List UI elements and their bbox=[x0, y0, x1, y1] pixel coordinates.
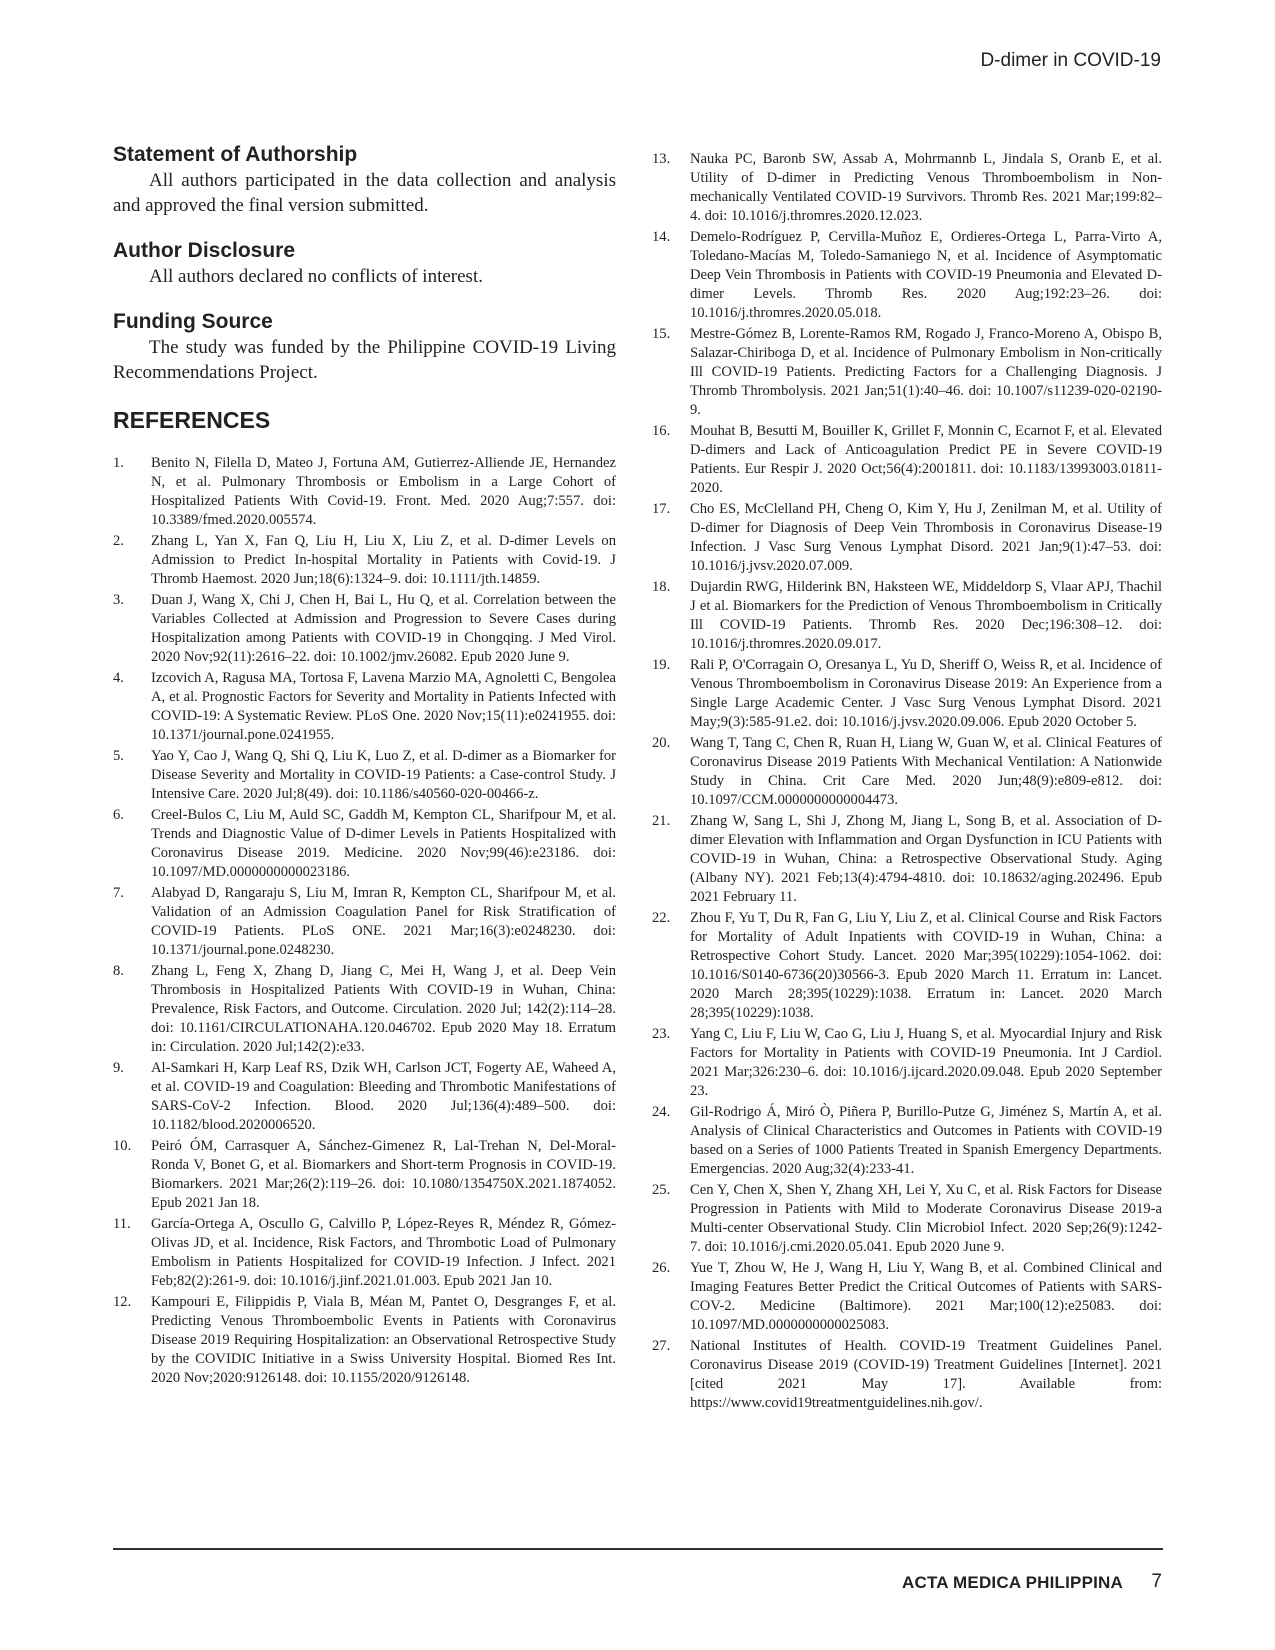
reference-text: Mouhat B, Besutti M, Bouiller K, Grillet F, Monnin C, Ecarnot F, et al. Elevated D-dimers and Lack of Anticoagulation Predict PE in Severe COVID-19 Patients. Eur Respir J. 2020 Oct;56(4):2001811. doi: 10.1183/13993003.01811-2020. bbox=[690, 423, 1162, 496]
reference-item bbox=[113, 669, 616, 745]
reference-number: 26. bbox=[652, 1260, 671, 1276]
reference-item bbox=[652, 656, 1162, 732]
reference-item bbox=[652, 909, 1162, 1023]
reference-item bbox=[652, 228, 1162, 323]
reference-list-left bbox=[113, 454, 616, 1388]
reference-text: Demelo-Rodríguez P, Cervilla-Muñoz E, Ordieres-Ortega L, Parra-Virto A, Toledano-Macías M, Toledo-Samaniego N, et al. Incidence of Asymptomatic Deep Vein Thrombosis in Patients with COVID-19 Pneumonia and Elevated D-dimer Levels. Thromb Res. 2020 Aug;192:23–26. doi: 10.1016/j.thromres.2020.05.018. bbox=[690, 229, 1162, 321]
right-column bbox=[652, 150, 1162, 1415]
reference-item bbox=[113, 962, 616, 1057]
reference-item bbox=[652, 500, 1162, 576]
reference-text: Zhou F, Yu T, Du R, Fan G, Liu Y, Liu Z, et al. Clinical Course and Risk Factors for Mortality of Adult Inpatients with COVID-19 in Wuhan, China: a Retrospective Cohort Study. Lancet. 2020 Mar;395(10229):1054-1062. doi: 10.1016/S0140-6736(20)30566-3. Epub 2020 March 11. Erratum in: Lancet. 2020 March 28;395(10229):1038. Erratum in: Lancet. 2020 March 28;395(10229):1038. bbox=[690, 910, 1162, 1021]
reference-text: Izcovich A, Ragusa MA, Tortosa F, Lavena Marzio MA, Agnoletti C, Bengolea A, et al. Prognostic Factors for Severity and Mortality in Patients Infected with COVID-19: A Systematic Review. PLoS One. 2020 Nov;15(11):e0241955. doi: 10.1371/journal.pone.0241955. bbox=[151, 670, 616, 743]
reference-number: 22. bbox=[652, 910, 671, 926]
reference-number: 16. bbox=[652, 423, 671, 439]
reference-number: 21. bbox=[652, 813, 671, 829]
references-heading: REFERENCES bbox=[113, 407, 271, 433]
page-number: 7 bbox=[1151, 1571, 1162, 1592]
reference-number: 9. bbox=[113, 1060, 124, 1076]
reference-text: Nauka PC, Baronb SW, Assab A, Mohrmannb L, Jindala S, Oranb E, et al. Utility of D-dimer in Predicting Venous Thromboembolism in Non-mechanically Ventilated COVID-19 Survivors. Thromb Res. 2021 Mar;199:82–4. doi: 10.1016/j.thromres.2020.12.023. bbox=[690, 151, 1162, 224]
reference-text: Kampouri E, Filippidis P, Viala B, Méan M, Pantet O, Desgranges F, et al. Predicting Venous Thromboembolic Events in Patients with Coronavirus Disease 2019 Requiring Hospitalization: an Observational Retrospective Study by the COVIDIC Initiative in a Swiss University Hospital. Biomed Res Int. 2020 Nov;2020:9126148. doi: 10.1155/2020/9126148. bbox=[151, 1294, 616, 1386]
reference-number: 12. bbox=[113, 1294, 132, 1310]
reference-item bbox=[113, 454, 616, 530]
reference-number: 6. bbox=[113, 807, 124, 823]
reference-number: 17. bbox=[652, 501, 671, 517]
reference-item bbox=[652, 1103, 1162, 1179]
section-body: All authors participated in the data collection and analysis and approved the final version submitted. bbox=[113, 170, 616, 216]
reference-item bbox=[113, 1059, 616, 1135]
running-title: D-dimer in COVID-19 bbox=[980, 50, 1161, 71]
reference-text: Alabyad D, Rangaraju S, Liu M, Imran R, Kempton CL, Sharifpour M, et al. Validation of an Admission Coagulation Panel for Risk Stratification of COVID-19 Patients. PLoS ONE. 2021 Mar;16(3):e0248230. doi: 10.1371/journal.pone.0248230. bbox=[151, 885, 616, 958]
reference-text: Benito N, Filella D, Mateo J, Fortuna AM, Gutierrez-Alliende JE, Hernandez N, et al. Pulmonary Thrombosis or Embolism in a Large Cohort of Hospitalized Patients With Covid-19. Front. Med. 2020 Aug;7:557. doi: 10.3389/fmed.2020.005574. bbox=[151, 455, 616, 528]
reference-item bbox=[113, 1293, 616, 1388]
reference-number: 20. bbox=[652, 735, 671, 751]
reference-text: Yang C, Liu F, Liu W, Cao G, Liu J, Huang S, et al. Myocardial Injury and Risk Factors for Mortality in Patients with COVID-19 Pneumonia. Int J Cardiol. 2021 Mar;326:230–6. doi: 10.1016/j.ijcard.2020.09.048. Epub 2020 September 23. bbox=[690, 1026, 1162, 1099]
reference-item bbox=[652, 325, 1162, 420]
reference-number: 23. bbox=[652, 1026, 671, 1042]
reference-text: Creel-Bulos C, Liu M, Auld SC, Gaddh M, Kempton CL, Sharifpour M, et al. Trends and Diagnostic Value of D-dimer Levels in Patients Hospitalized with Coronavirus Disease 2019. Medicine. 2020 Nov;99(46):e23186. doi: 10.1097/MD.0000000000023186. bbox=[151, 807, 616, 880]
reference-item bbox=[652, 150, 1162, 226]
reference-text: Yao Y, Cao J, Wang Q, Shi Q, Liu K, Luo Z, et al. D-dimer as a Biomarker for Disease Severity and Mortality in COVID-19 Patients: a Case-control Study. J Intensive Care. 2020 Jul;8(49). doi: 10.1186/s40560-020-00466-z. bbox=[151, 748, 616, 802]
section-body: The study was funded by the Philippine COVID-19 Living Recommendations Project. bbox=[113, 337, 616, 383]
reference-item bbox=[652, 1025, 1162, 1101]
footer-rule bbox=[113, 1548, 1163, 1550]
reference-text: Duan J, Wang X, Chi J, Chen H, Bai L, Hu Q, et al. Correlation between the Variables Collected at Admission and Progression to Severe Cases during Hospitalization among Patients with COVID-19 in Chongqing. J Med Virol. 2020 Nov;92(11):2616–22. doi: 10.1002/jmv.26082. Epub 2020 June 9. bbox=[151, 592, 616, 665]
reference-item bbox=[113, 884, 616, 960]
funding-source bbox=[113, 309, 616, 385]
reference-item bbox=[113, 806, 616, 882]
section-heading: Author Disclosure bbox=[113, 239, 296, 262]
reference-item bbox=[113, 532, 616, 589]
journal-name: ACTA MEDICA PHILIPPINA bbox=[902, 1573, 1123, 1592]
reference-number: 2. bbox=[113, 533, 124, 549]
left-column bbox=[113, 142, 616, 1390]
reference-text: Mestre-Gómez B, Lorente-Ramos RM, Rogado J, Franco-Moreno A, Obispo B, Salazar-Chiriboga D, et al. Incidence of Pulmonary Embolism in Non-critically Ill COVID-19 Patients. Predicting Factors for a Challenging Diagnosis. J Thromb Thrombolysis. 2021 Jan;51(1):40–46. doi: 10.1007/s11239-020-02190-9. bbox=[690, 326, 1162, 418]
reference-number: 24. bbox=[652, 1104, 671, 1120]
reference-number: 5. bbox=[113, 748, 124, 764]
reference-number: 8. bbox=[113, 963, 124, 979]
reference-number: 1. bbox=[113, 455, 124, 471]
reference-item bbox=[652, 1259, 1162, 1335]
reference-item bbox=[652, 1337, 1162, 1413]
reference-text: Zhang L, Yan X, Fan Q, Liu H, Liu X, Liu Z, et al. D-dimer Levels on Admission to Predict In-hospital Mortality in Patients with Covid-19. J Thromb Haemost. 2020 Jun;18(6):1324–9. doi: 10.1111/jth.14859. bbox=[151, 533, 616, 587]
reference-item bbox=[113, 747, 616, 804]
reference-number: 15. bbox=[652, 326, 671, 342]
reference-item bbox=[652, 734, 1162, 810]
reference-item bbox=[652, 812, 1162, 907]
reference-text: Cho ES, McClelland PH, Cheng O, Kim Y, Hu J, Zenilman M, et al. Utility of D-dimer for Diagnosis of Deep Vein Thrombosis in Coronavirus Disease-19 Infection. J Vasc Surg Venous Lymphat Disord. 2021 Jan;9(1):47–53. doi: 10.1016/j.jvsv.2020.07.009. bbox=[690, 501, 1162, 574]
author-disclosure bbox=[113, 238, 616, 289]
reference-text: Zhang L, Feng X, Zhang D, Jiang C, Mei H, Wang J, et al. Deep Vein Thrombosis in Hospitalized Patients With COVID-19 in Wuhan, China: Prevalence, Risk Factors, and Outcome. Circulation. 2020 Jul; 142(2):114–28. doi: 10.1161/CIRCULATIONAHA.120.046702. Epub 2020 May 18. Erratum in: Circulation. 2020 Jul;142(2):e33. bbox=[151, 963, 616, 1055]
reference-text: Al-Samkari H, Karp Leaf RS, Dzik WH, Carlson JCT, Fogerty AE, Waheed A, et al. COVID-19 and Coagulation: Bleeding and Thrombotic Manifestations of SARS-CoV-2 Infection. Blood. 2020 Jul;136(4):489–500. doi: 10.1182/blood.2020006520. bbox=[151, 1060, 616, 1133]
section-heading: Statement of Authorship bbox=[113, 143, 358, 166]
reference-item bbox=[652, 1181, 1162, 1257]
reference-item bbox=[113, 1215, 616, 1291]
reference-text: Rali P, O'Corragain O, Oresanya L, Yu D, Sheriff O, Weiss R, et al. Incidence of Venous Thromboembolism in Coronavirus Disease 2019: An Experience from a Single Large Academic Center. J Vasc Surg Venous Lymphat Disord. 2021 May;9(3):585-91.e2. doi: 10.1016/j.jvsv.2020.09.006. Epub 2020 October 5. bbox=[690, 657, 1162, 730]
reference-number: 7. bbox=[113, 885, 124, 901]
reference-item bbox=[113, 591, 616, 667]
reference-number: 4. bbox=[113, 670, 124, 686]
reference-list-right bbox=[652, 150, 1162, 1413]
reference-item bbox=[113, 1137, 616, 1213]
reference-number: 27. bbox=[652, 1338, 671, 1354]
reference-item bbox=[652, 422, 1162, 498]
reference-text: Gil-Rodrigo Á, Miró Ò, Piñera P, Burillo-Putze G, Jiménez S, Martín A, et al. Analysis of Clinical Characteristics and Outcomes in Patients with COVID-19 based on a Series of 1000 Patients Treated in Spanish Emergency Departments. Emergencias. 2020 Aug;32(4):233-41. bbox=[690, 1104, 1162, 1177]
reference-number: 10. bbox=[113, 1138, 132, 1154]
reference-number: 3. bbox=[113, 592, 124, 608]
reference-text: Zhang W, Sang L, Shi J, Zhong M, Jiang L, Song B, et al. Association of D-dimer Elevation with Inflammation and Organ Dysfunction in ICU Patients with COVID-19 in Wuhan, China: a Retrospective Observational Study. Aging (Albany NY). 2021 Feb;13(4):4794-4810. doi: 10.18632/aging.202496. Epub 2021 February 11. bbox=[690, 813, 1162, 905]
reference-item bbox=[652, 578, 1162, 654]
reference-text: Peiró ÓM, Carrasquer A, Sánchez-Gimenez R, Lal-Trehan N, Del-Moral-Ronda V, Bonet G, et al. Biomarkers and Short-term Prognosis in COVID-19. Biomarkers. 2021 Mar;26(2):119–26. doi: 10.1080/1354750X.2021.1874052. Epub 2021 Jan 18. bbox=[151, 1138, 616, 1211]
reference-text: Cen Y, Chen X, Shen Y, Zhang XH, Lei Y, Xu C, et al. Risk Factors for Disease Progression in Patients with Mild to Moderate Coronavirus Disease 2019-a Multi-center Observational Study. Clin Microbiol Infect. 2020 Sep;26(9):1242-7. doi: 10.1016/j.cmi.2020.05.041. Epub 2020 June 9. bbox=[690, 1182, 1162, 1255]
section-heading: Funding Source bbox=[113, 310, 273, 333]
reference-number: 13. bbox=[652, 151, 671, 167]
reference-text: García-Ortega A, Oscullo G, Calvillo P, López-Reyes R, Méndez R, Gómez-Olivas JD, et al. Incidence, Risk Factors, and Thrombotic Load of Pulmonary Embolism in Patients Hospitalized for COVID-19 Infection. J Infect. 2021 Feb;82(2):261-9. doi: 10.1016/j.jinf.2021.01.003. Epub 2021 Jan 10. bbox=[151, 1216, 616, 1289]
reference-number: 25. bbox=[652, 1182, 671, 1198]
reference-number: 18. bbox=[652, 579, 671, 595]
statement-of-authorship bbox=[113, 142, 616, 218]
reference-number: 14. bbox=[652, 229, 671, 245]
reference-number: 19. bbox=[652, 657, 671, 673]
reference-text: Yue T, Zhou W, He J, Wang H, Liu Y, Wang B, et al. Combined Clinical and Imaging Features Better Predict the Critical Outcomes of Patients with SARS-COV-2. Medicine (Baltimore). 2021 Mar;100(12):e25083. doi: 10.1097/MD.0000000000025083. bbox=[690, 1260, 1162, 1333]
reference-text: National Institutes of Health. COVID-19 Treatment Guidelines Panel. Coronavirus Disease 2019 (COVID-19) Treatment Guidelines [Internet]. 2021 [cited 2021 May 17]. Available from: https://www.covid19treatmentguidelines.nih.gov/. bbox=[690, 1338, 1162, 1411]
reference-text: Wang T, Tang C, Chen R, Ruan H, Liang W, Guan W, et al. Clinical Features of Coronavirus Disease 2019 Patients With Mechanical Ventilation: A Nationwide Study in China. Crit Care Med. 2020 Jun;48(9):e809-e812. doi: 10.1097/CCM.0000000000004473. bbox=[690, 735, 1162, 808]
reference-text: Dujardin RWG, Hilderink BN, Haksteen WE, Middeldorp S, Vlaar APJ, Thachil J et al. Biomarkers for the Prediction of Venous Thromboembolism in Critically Ill COVID-19 Patients. Thromb Res. 2020 Dec;196:308–12. doi: 10.1016/j.thromres.2020.09.017. bbox=[690, 579, 1162, 652]
reference-number: 11. bbox=[113, 1216, 131, 1232]
section-body: All authors declared no conflicts of interest. bbox=[149, 266, 483, 287]
